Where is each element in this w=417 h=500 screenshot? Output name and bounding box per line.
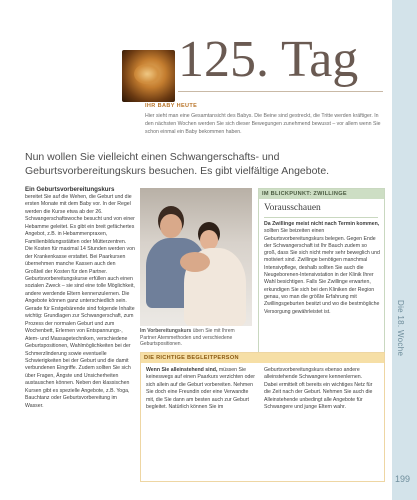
twins-box-text-bold: Da Zwillinge meist nicht nach Termin kommen, (264, 221, 380, 227)
section-label: Die 18. Woche (396, 300, 405, 357)
partner-box-left-text (146, 367, 258, 411)
twins-box-text (264, 221, 380, 316)
baby-today-text: Hier sieht man eine Gesamtansicht des Babys. Die Beine sind gestreckt, die Tritte werden kräftiger. In den nächsten Wochen werden Sie sich dieser Bewegungen zunehmend bewusst – vor allem wenn Sie schon einmal ein Baby bekommen haben. (145, 113, 381, 135)
twins-box-text-body: sollten Sie beizeiten einen Geburtsvorbereitungskurs belegen. Gegen Ende der Schwangerschaft ist Ihr Bauch zudem so groß, dass Sie sich nicht mehr sehr beweglich und motiviert sind. Zwillinge benötigen manchmal Intensivpflege, deshalb sollten Sie auch die Neugeborenen-Intensivstation in der Klinik Ihrer Wahl besichtigen. Falls Sie Zwillinge erwarten, erkundigen Sie sich bei den Kliniken der Region genau, wo man die größte Erfahrung mit Zwillingsgeburten besitzt und wo die bestmögliche Versorgung gewährleistet ist. (264, 228, 380, 315)
twins-box-divider (264, 217, 378, 218)
page-number: 199 (394, 474, 411, 484)
column-text: bereitet Sie auf die Wehen, die Geburt und die ersten Monate mit dem Baby vor. In der Regel werden die Kurse etwa ab der 26. Schwangerschaftswoche besucht und von einer Hebamme geleitet. Es gibt ein breit gefächertes Angebot, z.B. in Hebammenpraxen, Familienbildungsstätten oder Mütterzentren. Die Kosten für maximal 14 Stunden werden von der Krankenkasse erstattet. Bei Paarkursen übernehmen manche Kassen auch den Großteil der Kosten für den Partner. Geburtsvorbereitungskurse erfüllen auch einen sozialen Zweck – sie sind eine tolle Möglichkeit, andere werdende Eltern kennenzulernen. Die Angebote können ganz unterschiedlich sein. Gerade für Erstgebärende sind folgende Inhalte wichtig: Grundlagen zur Schwangerschaft, zum Prozess der normalen Geburt und zum Wochenbett, Erlernen von Entspannungs-, Atem- und Massagetechniken, verschiedene Geburtspositionen, Wahlmöglichkeiten bei der Schmerzlinderung sowie eventuelle Schwierigkeiten bei der Geburt und die damit verbundenen Eingriffe. Zudem sollten Sie sich über Fragen, Ängste und Unsicherheiten austauschen können. Neben den klassischen Kursen gibt es spezielle Angebote, z.B. Yoga, Bauchtanz oder Geburtsvorbereitung im Wasser. (25, 194, 135, 409)
photo-caption (140, 328, 252, 348)
partner-box-left-body: müssen Sie keineswegs auf einen Paarkurs verzichten oder sich allein auf die Geburt vorbereiten. Nehmen Sie doch eine Freundin oder eine Verwandte mit, die Sie dann am besten auch zur Geburt begleitet. Natürlich können Sie im (146, 367, 255, 411)
partner-infobox (140, 352, 385, 482)
twins-infobox (258, 188, 385, 358)
ultrasound-image (122, 50, 175, 102)
partner-box-bold: Wenn Sie alleinstehend sind, (146, 367, 218, 373)
partner-box-label: DIE RICHTIGE BEGLEITPERSON (141, 353, 384, 363)
page-title: 125. Tag (178, 31, 359, 88)
caption-bold: Im Vorbereitungskurs (140, 328, 192, 334)
lead-paragraph: Nun wollen Sie vielleicht einen Schwangerschafts- und Geburtsvorbereitungskurs besuchen. Es gibt vielfältige Angebote. (25, 151, 330, 177)
partner-box-right-text: Geburtsvorbereitungskurs ebenso andere alleinstehende Schwangere kennenlernen. Dabei ermittelt oft bereits ein wichtiges Netz für die Zeit nach der Geburt. Nehmen Sie auch die Alleinstehende unbedingt alle Angebote für Schwangere und junge Eltern wahr. (264, 367, 373, 411)
couple-photo (140, 188, 252, 326)
twins-box-title: Vorausschauen (264, 203, 321, 213)
twins-box-label: IM BLICKPUNKT: ZWILLINGE (259, 189, 384, 199)
caption-text: üben Sie mit Ihrem Partner Atemmethoden und verschiedene Geburtspositionen. (140, 328, 235, 348)
baby-today-heading: IHR BABY HEUTE (145, 103, 198, 109)
title-divider (178, 91, 383, 92)
column-heading: Ein Geburtsvorbereitungskurs (25, 186, 115, 193)
side-strip (392, 0, 417, 500)
